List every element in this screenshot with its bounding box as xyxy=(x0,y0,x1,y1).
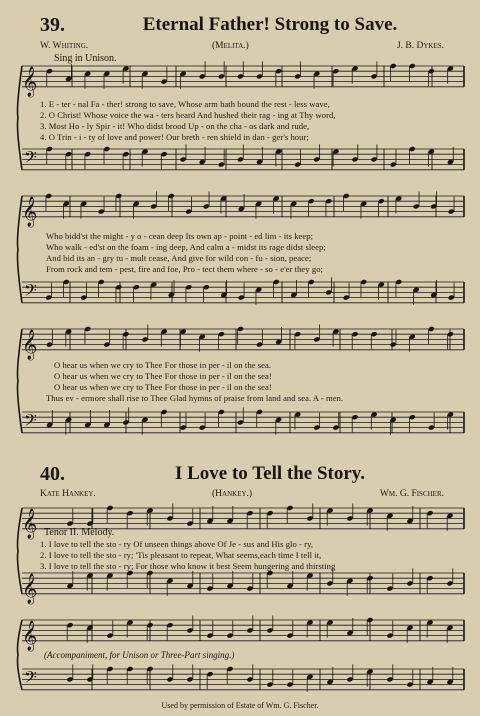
bass-clef-icon: 𝄢 xyxy=(24,280,37,304)
bass-clef-icon: 𝄢 xyxy=(24,667,37,691)
hymn-40-credits xyxy=(40,489,444,501)
author: Kate Hankey. xyxy=(40,489,96,499)
hymn-40-header xyxy=(30,463,450,485)
lyric-line: 1. E - ter - nal Fa - ther! strong to save, Whose arm hath bound the rest - less wave, xyxy=(40,99,330,109)
lyric-line: 2. O Christ! Whose voice the wa - ters heard And hushed their rag - ing at Thy word, xyxy=(40,110,336,120)
hymn-number: 40. xyxy=(40,463,65,485)
lyric-line: From rock and tem - pest, fire and foe, Pro - tect them where - so - e'er they go; xyxy=(46,264,323,274)
lyric-line: O hear us when we cry to Thee For those in per - il on the sea! xyxy=(54,371,272,381)
lyric-line: O hear us when we cry to Thee For those in per - il on the sea! xyxy=(54,382,272,392)
hymn-39-credits xyxy=(40,41,444,53)
bass-clef-icon: 𝄢 xyxy=(24,147,37,171)
composer: Wm. G. Fischer. xyxy=(379,489,444,499)
lyric-line: O hear us when we cry to Thee For those in per - il on the sea. xyxy=(54,360,272,370)
treble-clef-icon: 𝄞 xyxy=(22,197,38,227)
tune-name: (Melita.) xyxy=(212,41,249,51)
bass-clef-icon: 𝄢 xyxy=(24,410,37,434)
lyric-line: 3. I love to tell the sto - ry; For those who know it best Seem hungering and thirsting xyxy=(40,561,336,571)
treble-clef-icon: 𝄞 xyxy=(22,509,38,539)
lyric-line: Thus ev - ermore shall rise to Thee Glad hymns of praise from land and sea. A - men. xyxy=(46,393,344,403)
treble-clef-icon: 𝄞 xyxy=(22,67,38,97)
tune-name: (Hankey.) xyxy=(212,489,253,499)
hymn-39-header xyxy=(30,14,450,36)
author: W. Whiting. xyxy=(40,41,89,51)
hymn-title: Eternal Father! Strong to Save. xyxy=(142,14,398,35)
performance-instruction: Sing in Unison. xyxy=(54,53,117,64)
lyric-line: 1. I love to tell the sto - ry Of unseen things above Of Je - sus and His glo - ry, xyxy=(40,539,314,549)
treble-clef-icon: 𝄞 xyxy=(22,574,38,604)
lyric-line: Who bidd'st the might - y o - cean deep Its own ap - point - ed lim - its keep; xyxy=(46,231,314,241)
lyric-line: And bid its an - gry tu - mult cease, And give for wild con - fu - sion, peace; xyxy=(46,253,312,263)
treble-clef-icon: 𝄞 xyxy=(22,621,38,651)
composer: J. B. Dykes. xyxy=(396,41,444,51)
lyric-line: 4. O Trin - i - ty of love and power! Our breth - ren shield in dan - ger's hour; xyxy=(40,132,309,142)
lyric-line: Who walk - ed'st on the foam - ing deep, And calm a - midst its rage didst sleep; xyxy=(46,242,326,252)
accompaniment-note: (Accompaniment, for Unison or Three-Part singing.) xyxy=(44,650,235,660)
treble-clef-icon: 𝄞 xyxy=(22,330,38,360)
lyric-line: 2. I love to tell the sto - ry; 'Tis pleasant to repeat, What seems,each time I tell it, xyxy=(40,550,322,560)
permission-footer: Used by permission of Estate of Wm. G. Fischer. xyxy=(161,701,319,710)
lyric-line: 3. Most Ho - ly Spir - it! Who didst brood Up - on the cha - os dark and rude, xyxy=(40,121,310,131)
performance-instruction: Tenor II. Melody. xyxy=(44,527,115,538)
hymn-number: 39. xyxy=(40,14,65,36)
hymn-title: I Love to Tell the Story. xyxy=(174,463,365,484)
